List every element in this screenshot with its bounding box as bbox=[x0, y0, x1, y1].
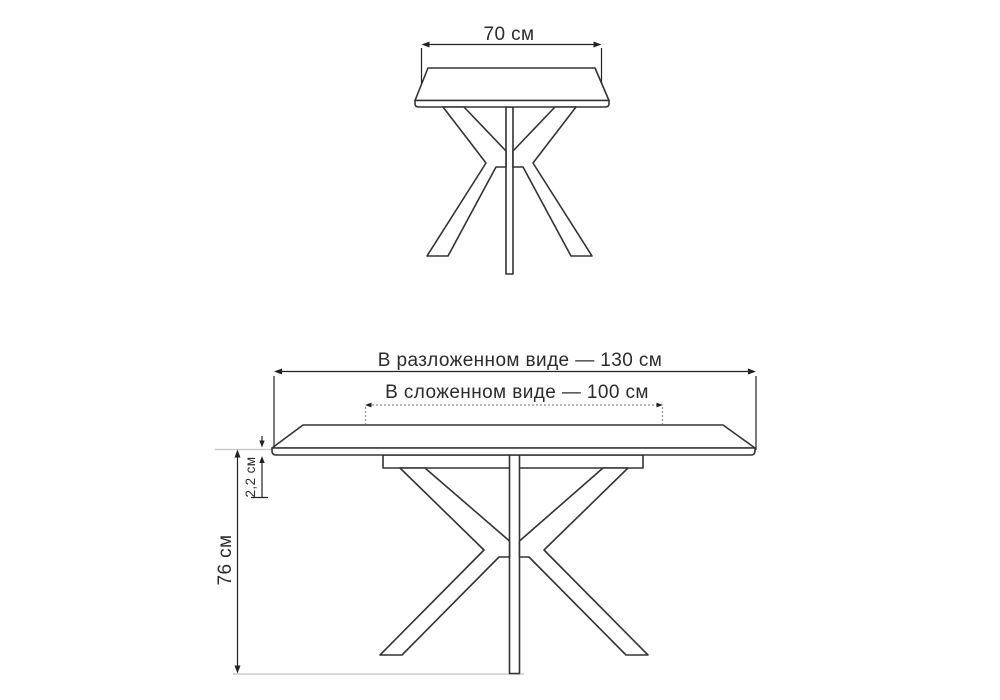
side-tabletop-edge bbox=[272, 448, 755, 455]
front-tabletop-surface bbox=[415, 68, 609, 101]
side-right-leg bbox=[520, 468, 649, 655]
height-label: 76 см bbox=[215, 534, 236, 586]
arrowhead-left-icon bbox=[422, 42, 430, 48]
arrowhead-left-icon bbox=[274, 369, 282, 375]
arrowhead-left-icon bbox=[365, 403, 372, 408]
folded-width-label: В сложенном виде — 100 см bbox=[385, 382, 649, 403]
height-dimension bbox=[215, 450, 241, 674]
side-table-drawing bbox=[272, 425, 755, 674]
front-tabletop-edge bbox=[415, 101, 609, 108]
front-right-leg bbox=[513, 107, 592, 256]
arrowhead-down-icon bbox=[235, 666, 241, 674]
extended-width-label: В разложенном виде — 130 см bbox=[377, 350, 663, 371]
thickness-dimension bbox=[243, 436, 268, 498]
front-view-figure bbox=[415, 24, 609, 274]
folded-width-dimension bbox=[365, 382, 663, 424]
front-table-drawing bbox=[415, 68, 609, 274]
arrowhead-down-icon bbox=[259, 441, 264, 448]
thickness-label: 2,2 см bbox=[243, 456, 258, 498]
side-view-figure bbox=[215, 350, 756, 674]
side-left-leg bbox=[380, 468, 510, 655]
arrowhead-right-icon bbox=[594, 42, 602, 48]
front-width-label: 70 см bbox=[483, 24, 535, 45]
arrowhead-right-icon bbox=[657, 403, 664, 408]
side-tabletop-surface bbox=[272, 425, 755, 448]
front-center-post bbox=[506, 107, 513, 274]
arrowhead-right-icon bbox=[748, 369, 756, 375]
arrowhead-up-icon bbox=[235, 450, 241, 458]
front-left-leg bbox=[427, 107, 506, 256]
side-center-post bbox=[510, 455, 520, 674]
